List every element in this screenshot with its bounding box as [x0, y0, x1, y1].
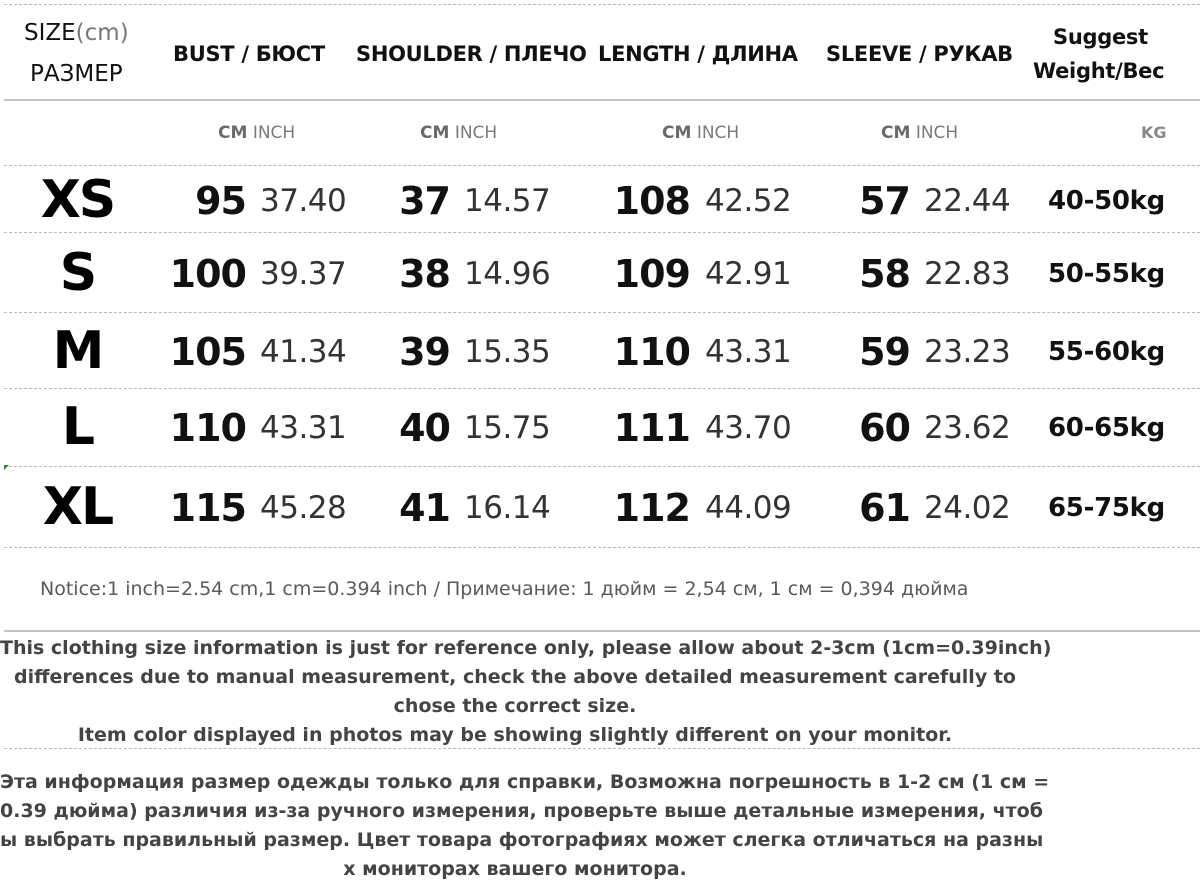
- shoulder-cm: 40: [399, 406, 450, 450]
- corner-mark: [4, 465, 9, 470]
- weight-cell: 55-60kg: [1048, 337, 1165, 367]
- bust-inch: 45.28: [260, 490, 347, 526]
- bust-cm: 100: [169, 252, 246, 296]
- length-inch: 42.52: [705, 183, 792, 219]
- size-header-unit: (cm): [75, 20, 129, 46]
- shoulder-inch: 15.75: [464, 410, 551, 446]
- notes-divider-2: [4, 748, 1200, 749]
- size-cell: XL: [42, 477, 113, 537]
- length-header: LENGTH / ДЛИНА: [598, 42, 798, 66]
- english-note-line: differences due to manual measurement, check the above detailed measurement carefully to: [14, 666, 1016, 688]
- row-divider: [4, 312, 1200, 313]
- shoulder-inch: 14.57: [464, 183, 551, 219]
- shoulder-units: CM INCH: [420, 123, 498, 143]
- shoulder-header: SHOULDER / ПЛЕЧО: [356, 42, 587, 66]
- size-header-ru: РАЗМЕР: [30, 61, 123, 87]
- shoulder-inch: 14.96: [464, 256, 551, 292]
- shoulder-inch: 16.14: [464, 490, 551, 526]
- row-divider: [4, 388, 1200, 389]
- sleeve-cm: 61: [859, 486, 910, 530]
- size-cell: S: [59, 243, 96, 303]
- sleeve-inch: 22.44: [924, 183, 1011, 219]
- shoulder-cm: 39: [399, 330, 450, 374]
- row-divider: [4, 232, 1200, 233]
- bust-inch: 41.34: [260, 334, 347, 370]
- sleeve-cm: 59: [859, 330, 910, 374]
- sleeve-inch: 24.02: [924, 490, 1011, 526]
- sleeve-cm: 57: [859, 179, 910, 223]
- conversion-notice: Notice:1 inch=2.54 cm,1 cm=0.394 inch / Примечание: 1 дюйм = 2,54 см, 1 см = 0,394 дюйма: [40, 578, 969, 600]
- russian-note-line: 0.39 дюйма) различия из-за ручного измерения, проверьте выше детальные измерения, чтоб: [0, 800, 1043, 822]
- russian-note-line: х мониторах вашего монитора.: [343, 858, 687, 880]
- sleeve-inch: 22.83: [924, 256, 1011, 292]
- shoulder-inch: 15.35: [464, 334, 551, 370]
- weight-units: KG: [1141, 123, 1167, 142]
- size-cell: M: [52, 321, 103, 381]
- weight-header-line1: Suggest: [1053, 25, 1148, 49]
- length-inch: 43.31: [705, 334, 792, 370]
- sleeve-cm: 58: [859, 252, 910, 296]
- english-note-line: Item color displayed in photos may be showing slightly different on your monitor.: [77, 724, 953, 746]
- size-cell: XS: [40, 170, 115, 230]
- sleeve-units: CM INCH: [881, 123, 959, 143]
- bust-header: BUST / БЮСТ: [173, 42, 325, 66]
- weight-cell: 50-55kg: [1048, 259, 1165, 289]
- bust-units: CM INCH: [218, 123, 296, 143]
- russian-note-line: Эта информация размер одежды только для справки, Возможна погрешность в 1-2 см (1 см =: [0, 771, 1050, 793]
- shoulder-cm: 38: [399, 252, 450, 296]
- sleeve-cm: 60: [859, 406, 910, 450]
- header-divider: [4, 99, 1200, 101]
- bust-cm: 115: [169, 486, 246, 530]
- length-cm: 108: [613, 179, 690, 223]
- bust-inch: 39.37: [260, 256, 347, 292]
- size-header-label: SIZE: [24, 20, 76, 46]
- row-divider: [4, 466, 1200, 467]
- bust-cm: 110: [169, 406, 246, 450]
- weight-cell: 65-75kg: [1048, 493, 1165, 523]
- top-divider: [4, 4, 1200, 5]
- shoulder-cm: 41: [399, 486, 450, 530]
- sleeve-inch: 23.62: [924, 410, 1011, 446]
- bust-inch: 43.31: [260, 410, 347, 446]
- length-cm: 109: [613, 252, 690, 296]
- shoulder-cm: 37: [399, 179, 450, 223]
- notes-divider: [4, 630, 1200, 632]
- sleeve-header: SLEEVE / РУКАВ: [826, 42, 1013, 66]
- weight-header-line2: Weight/Вес: [1033, 59, 1165, 83]
- weight-cell: 60-65kg: [1048, 413, 1165, 443]
- length-inch: 44.09: [705, 490, 792, 526]
- length-units: CM INCH: [662, 123, 740, 143]
- sleeve-inch: 23.23: [924, 334, 1011, 370]
- bust-cm: 95: [195, 179, 246, 223]
- russian-note-line: ы выбрать правильный размер. Цвет товара фотографиях может слегка отличаться на разны: [0, 829, 1044, 851]
- length-inch: 43.70: [705, 410, 792, 446]
- table-bottom-divider: [4, 547, 1200, 548]
- size-header: [24, 20, 129, 46]
- length-inch: 42.91: [705, 256, 792, 292]
- length-cm: 112: [613, 486, 690, 530]
- weight-cell: 40-50kg: [1048, 186, 1165, 216]
- english-note-line: This clothing size information is just for reference only, please allow about 2-3cm (1cm=0.39inch): [0, 637, 1052, 659]
- bust-inch: 37.40: [260, 183, 347, 219]
- length-cm: 110: [613, 330, 690, 374]
- row-divider: [4, 165, 1200, 166]
- length-cm: 111: [613, 406, 690, 450]
- bust-cm: 105: [169, 330, 246, 374]
- size-cell: L: [61, 397, 94, 457]
- english-note-line: chose the correct size.: [393, 695, 637, 717]
